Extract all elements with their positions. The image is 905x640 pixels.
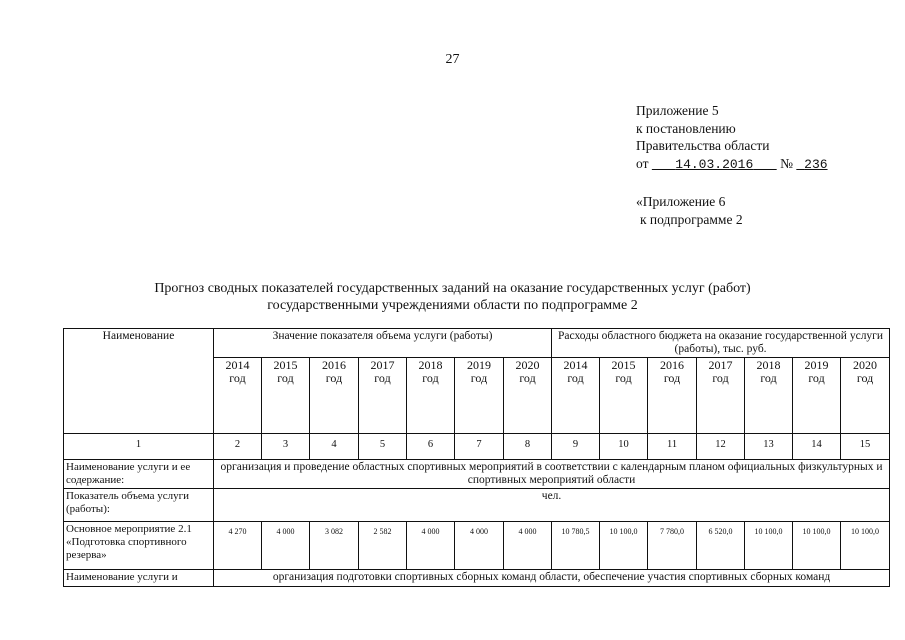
year-cell: 2014 год — [552, 358, 600, 434]
measure-value: 2 582 — [359, 522, 407, 570]
measure-value: 10 100,0 — [600, 522, 648, 570]
column-number: 6 — [407, 434, 455, 460]
measure-value: 3 082 — [310, 522, 359, 570]
service2-row — [64, 570, 890, 587]
document-title — [0, 280, 905, 314]
column-number: 1 — [64, 434, 214, 460]
year-cell: 2019 год — [793, 358, 841, 434]
year-cell: 2016 год — [310, 358, 359, 434]
year-cell: 2018 год — [745, 358, 793, 434]
measure-value: 4 000 — [504, 522, 552, 570]
column-number: 4 — [310, 434, 359, 460]
service2-label: Наименование услуги и — [64, 570, 214, 587]
measure-value: 10 100,0 — [841, 522, 890, 570]
header-expenses: Расходы областного бюджета на оказание государственной услуги (работы), тыс. руб. — [552, 329, 890, 358]
number-sign: № — [780, 155, 793, 171]
appendix2-line-1: «Приложение 6 — [636, 194, 726, 209]
indicator-row — [64, 489, 890, 522]
column-number: 8 — [504, 434, 552, 460]
measure-value: 4 000 — [262, 522, 310, 570]
year-cell: 2015 год — [600, 358, 648, 434]
indicator-label: Показатель объема услуги (работы): — [64, 489, 214, 522]
column-numbers-row — [64, 434, 890, 460]
appendix-block — [636, 102, 828, 173]
year-cell: 2015 год — [262, 358, 310, 434]
page-number: 27 — [445, 52, 460, 67]
year-cell: 2020 год — [841, 358, 890, 434]
appendix-line-2: к постановлению — [636, 120, 736, 136]
measure-value: 4 270 — [214, 522, 262, 570]
service1-label: Наименование услуги и ее содержание: — [64, 460, 214, 489]
column-number: 2 — [214, 434, 262, 460]
service1-row — [64, 460, 890, 489]
appendix-line-3: Правительства области — [636, 138, 770, 153]
year-cell: 2019 год — [455, 358, 504, 434]
column-number: 5 — [359, 434, 407, 460]
service1-value: организация и проведение областных спортивных мероприятий в соответствии с календарным планом официальных физкультурных и спортивных мероприятий области — [214, 460, 890, 489]
appendix2-block — [636, 193, 743, 228]
measure-label: Основное мероприятие 2.1 «Подготовка спортивного резерва» — [64, 522, 214, 570]
service2-value: организация подготовки спортивных сборных команд области, обеспечение участия спортивных сборных команд — [214, 570, 890, 587]
year-cell: 2017 год — [697, 358, 745, 434]
year-cell: 2016 год — [648, 358, 697, 434]
from-label: от — [636, 155, 649, 171]
column-number: 11 — [648, 434, 697, 460]
appendix2-line-2: к подпрограмме 2 — [640, 211, 743, 227]
forecast-table — [63, 328, 890, 587]
appendix-date-line — [636, 155, 828, 174]
measure-value: 6 520,0 — [697, 522, 745, 570]
decree-date: 14.03.2016 — [675, 156, 754, 172]
indicator-value: чел. — [214, 489, 890, 522]
measure-value: 10 780,5 — [552, 522, 600, 570]
measure-value: 10 100,0 — [745, 522, 793, 570]
year-cell: 2020 год — [504, 358, 552, 434]
year-cell: 2017 год — [359, 358, 407, 434]
header-name: Наименование — [64, 329, 214, 434]
measure-row — [64, 522, 890, 570]
column-number: 7 — [455, 434, 504, 460]
measure-value: 7 780,0 — [648, 522, 697, 570]
year-cell: 2018 год — [407, 358, 455, 434]
year-cell: 2014 год — [214, 358, 262, 434]
column-number: 10 — [600, 434, 648, 460]
title-line-2: государственными учреждениями области по подпрограмме 2 — [267, 298, 638, 313]
decree-number: 236 — [804, 156, 828, 172]
measure-value: 10 100,0 — [793, 522, 841, 570]
column-number: 13 — [745, 434, 793, 460]
column-number: 15 — [841, 434, 890, 460]
appendix-line-1: Приложение 5 — [636, 103, 719, 118]
measure-value: 4 000 — [455, 522, 504, 570]
column-number: 12 — [697, 434, 745, 460]
column-number: 9 — [552, 434, 600, 460]
column-number: 3 — [262, 434, 310, 460]
title-line-1: Прогноз сводных показателей государственных заданий на оказание государственных услуг (работ) — [154, 281, 751, 296]
column-number: 14 — [793, 434, 841, 460]
header-row — [64, 329, 890, 358]
measure-value: 4 000 — [407, 522, 455, 570]
header-volume: Значение показателя объема услуги (работы) — [214, 329, 552, 358]
